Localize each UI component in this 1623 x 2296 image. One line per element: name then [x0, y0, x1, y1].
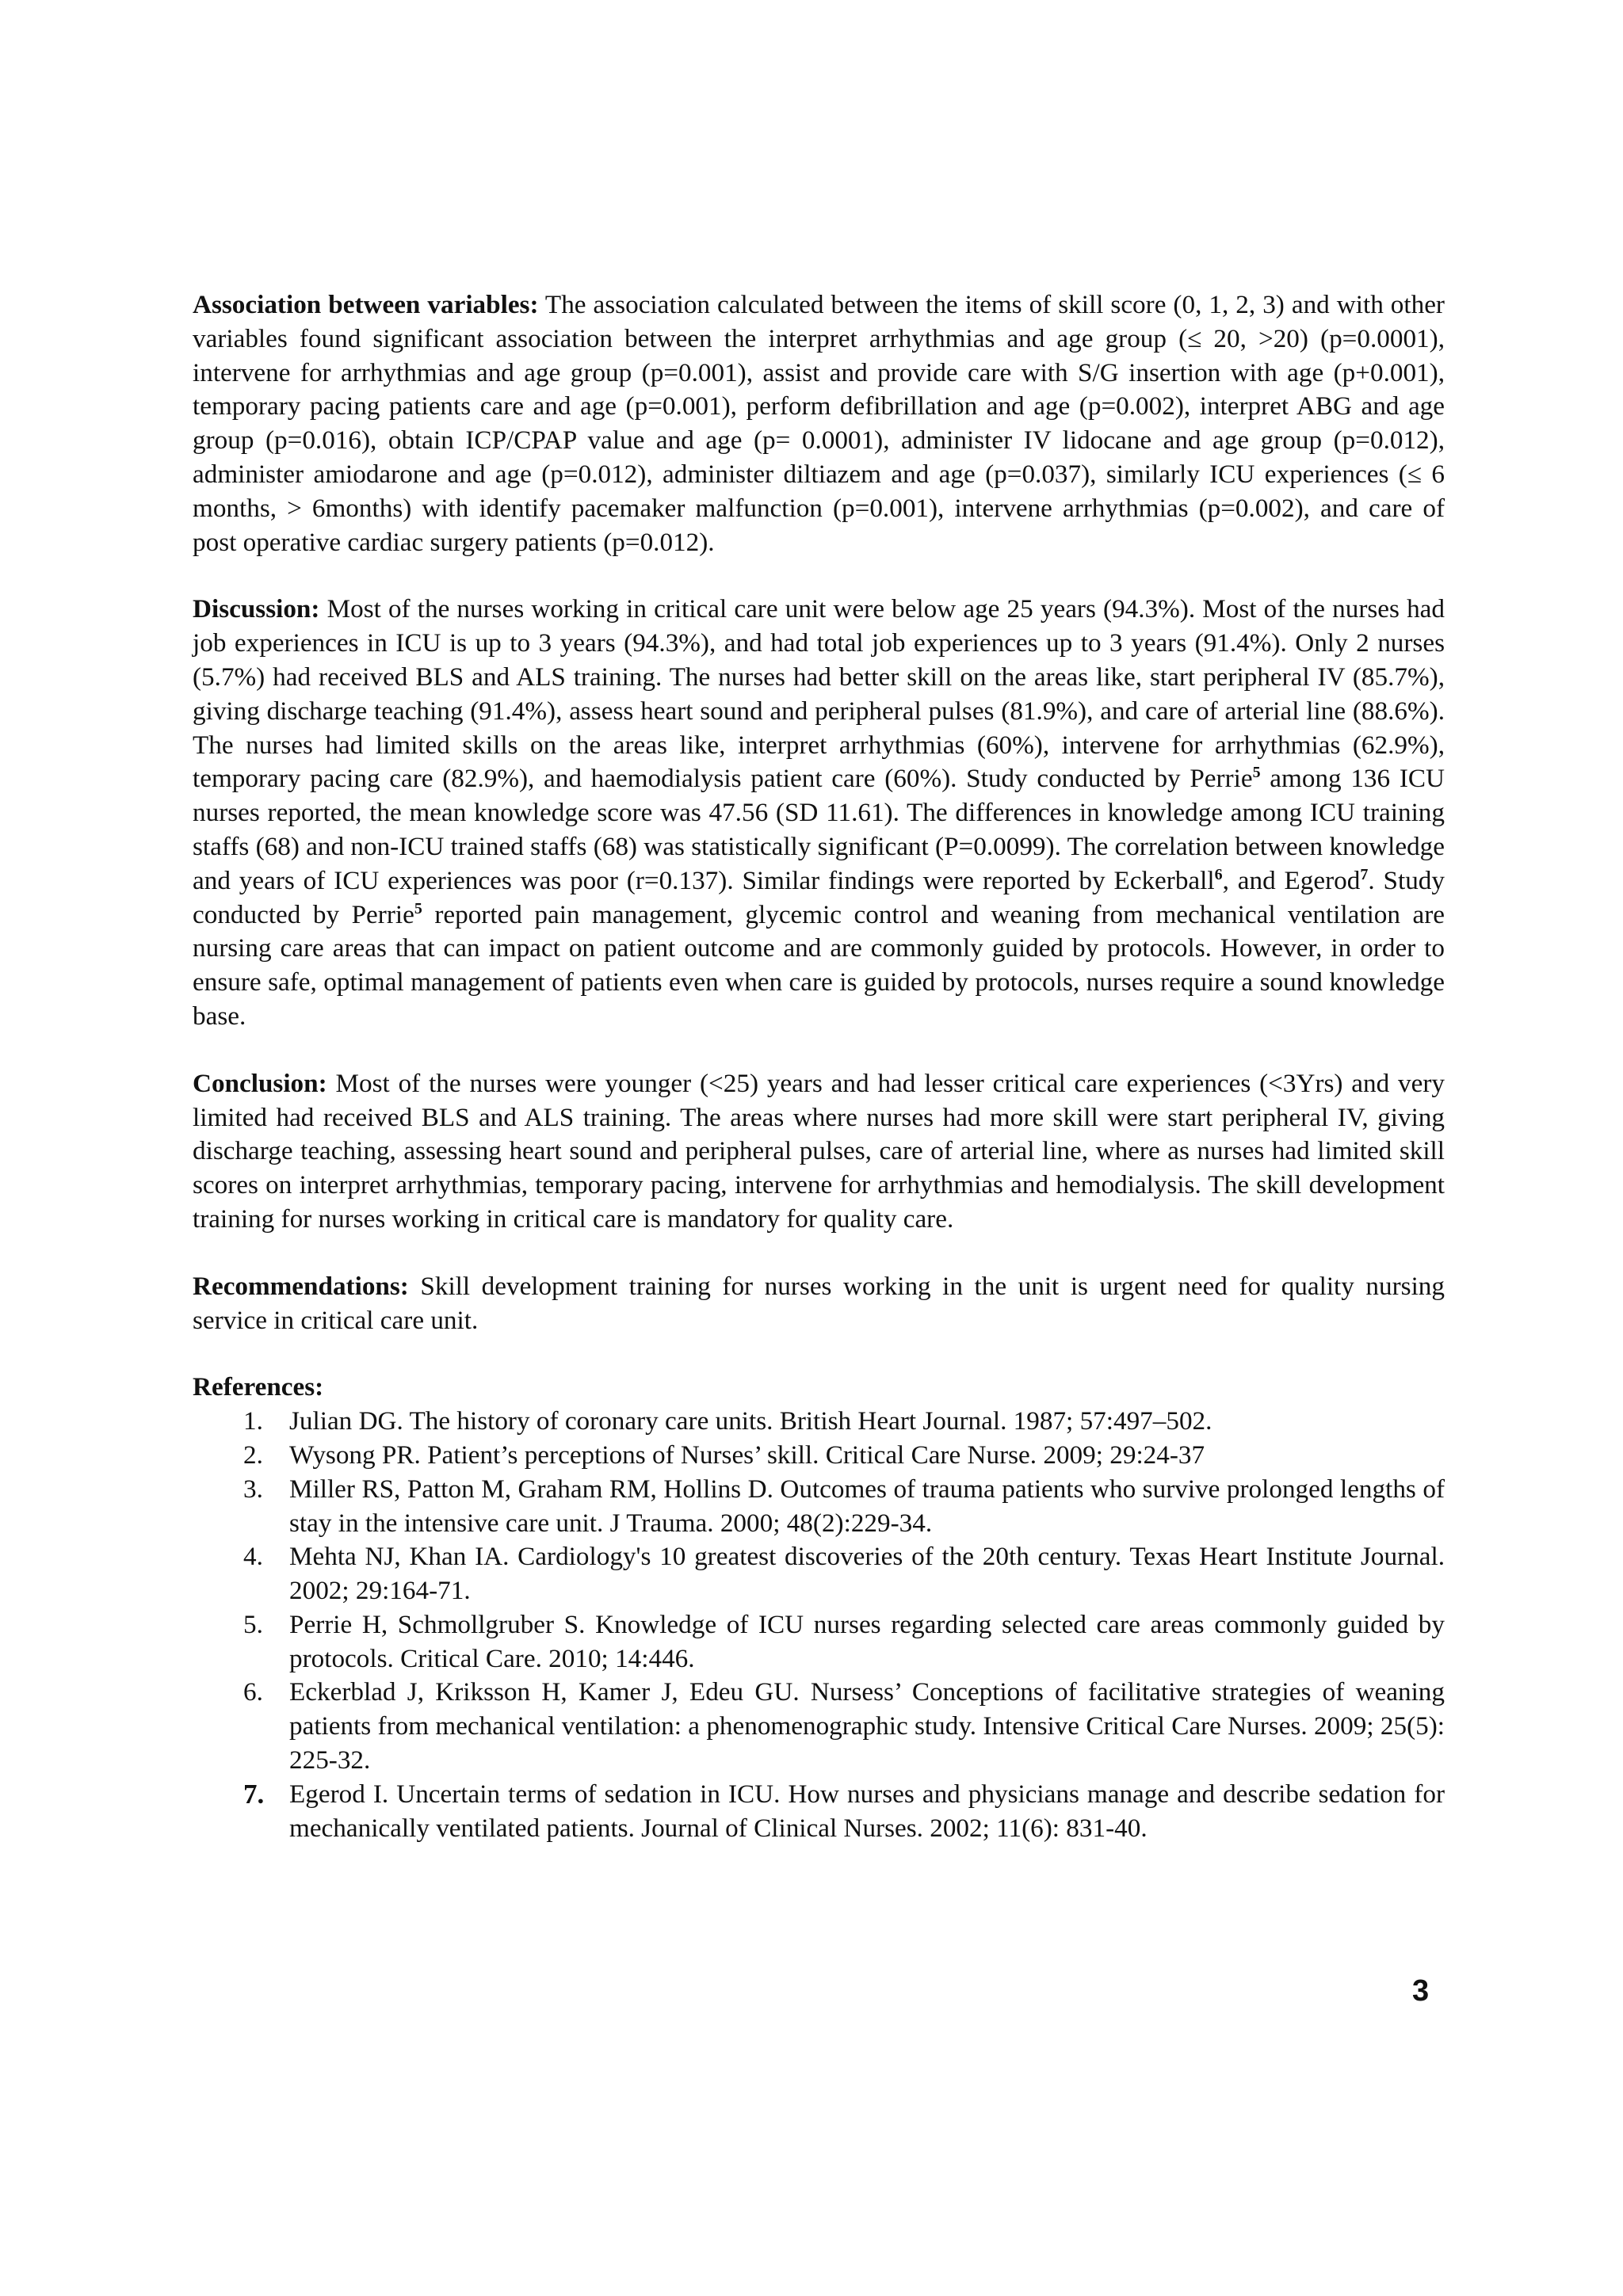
- recommendations-heading: Recommendations:: [193, 1271, 409, 1301]
- reference-number: 6.: [243, 1677, 263, 1707]
- association-heading: Association between variables:: [193, 290, 539, 319]
- conclusion-text: Most of the nurses were younger (<25) years and had lesser critical care experiences (<3Yrs) and very limited had received BLS and ALS training. The areas where nurses had more skill were start peripheral IV, giving discharge teaching, assessing heart sound and peripheral pulses, care of arterial line, where as nurses had limited skill scores on interpret arrhythmias, temporary pacing, intervene for arrhythmias and hemodialysis. The skill development training for nurses working in critical care is mandatory for quality care.: [193, 1068, 1445, 1234]
- reference-number: 2.: [243, 1440, 263, 1470]
- document-body: [193, 288, 1445, 1845]
- conclusion-paragraph: [193, 1067, 1445, 1237]
- reference-item: [193, 1439, 1445, 1473]
- reference-text: Eckerblad J, Kriksson H, Kamer J, Edeu GU. Nursess’ Conceptions of facilitative strategies of weaning patients from mechanical ventilation: a phenomenographic study. Intensive Critical Care Nurses. 2009; 25(5): 225-32.: [289, 1677, 1445, 1775]
- association-paragraph: [193, 288, 1445, 559]
- discussion-text-2: among 136 ICU nurses reported, the mean knowledge score was 47.56 (SD 11.61). The differences in knowledge among ICU training staffs (68) and non-ICU trained staffs (68) was statistically significant (P=0.0099). The correlation between knowledge and years of ICU experiences was poor (r=0.137). Similar findings were reported by Eckerball: [193, 764, 1445, 895]
- discussion-text-5: reported pain management, glycemic control and weaning from mechanical ventilation are nursing care areas that can impact on patient outcome and are commonly guided by protocols. However, in order to ensure safe, optimal management of patients even when care is guided by protocols, nurses require a sound knowledge base.: [193, 899, 1445, 1031]
- reference-number: 1.: [243, 1406, 263, 1436]
- reference-item: [193, 1676, 1445, 1777]
- discussion-text-4: . Study conducted by Perrie: [193, 865, 1445, 929]
- reference-text: Miller RS, Patton M, Graham RM, Hollins D. Outcomes of trauma patients who survive prolonged lengths of stay in the intensive care unit. J Trauma. 2000; 48(2):229-34.: [289, 1474, 1445, 1538]
- reference-text: Wysong PR. Patient’s perceptions of Nurses’ skill. Critical Care Nurse. 2009; 29:24-37: [289, 1440, 1205, 1470]
- reference-number: 7.: [243, 1778, 265, 1810]
- reference-item: [193, 1608, 1445, 1676]
- reference-item: [193, 1405, 1445, 1439]
- reference-text: Julian DG. The history of coronary care units. British Heart Journal. 1987; 57:497–502.: [289, 1406, 1212, 1436]
- discussion-text-3: , and Egerod: [1222, 865, 1361, 895]
- association-text: The association calculated between the items of skill score (0, 1, 2, 3) and with other variables found significant association between the interpret arrhythmias and age group (≤ 20, >20) (p=0.0001), intervene for arrhythmias and age group (p=0.001), assist and provide care with S/G insertion with age (p+0.001), temporary pacing patients care and age (p=0.001), perform defibrillation and age (p=0.002), interpret ABG and age group (p=0.016), obtain ICP/CPAP value and age (p= 0.0001), administer IV lidocane and age group (p=0.012), administer amiodarone and age (p=0.012), administer diltiazem and age (p=0.037), similarly ICU experiences (≤ 6 months, > 6months) with identify pacemaker malfunction (p=0.001), intervene arrhythmias (p=0.002), and care of post operative cardiac surgery patients (p=0.012).: [193, 290, 1445, 557]
- citation-superscript: 5: [1252, 764, 1261, 782]
- references-heading: References:: [193, 1372, 324, 1402]
- page-number: 3: [1412, 1974, 1430, 2008]
- citation-superscript: 6: [1214, 865, 1223, 883]
- recommendations-paragraph: [193, 1270, 1445, 1338]
- reference-number: 5.: [243, 1609, 263, 1639]
- reference-item: [193, 1778, 1445, 1846]
- discussion-heading: Discussion:: [193, 594, 320, 624]
- reference-number: 3.: [243, 1474, 263, 1504]
- reference-number: 4.: [243, 1542, 263, 1572]
- reference-text: Perrie H, Schmollgruber S. Knowledge of ICU nurses regarding selected care areas commonly guided by protocols. Critical Care. 2010; 14:446.: [289, 1609, 1445, 1673]
- discussion-paragraph: [193, 593, 1445, 1033]
- reference-item: [193, 1473, 1445, 1541]
- reference-text: Egerod I. Uncertain terms of sedation in ICU. How nurses and physicians manage and describe sedation for mechanically ventilated patients. Journal of Clinical Nurses. 2002; 11(6): 831-40.: [289, 1779, 1445, 1843]
- discussion-text-1: Most of the nurses working in critical care unit were below age 25 years (94.3%). Most of the nurses had job experiences in ICU is up to 3 years (94.3%), and had total job experiences up to 3 years (91.4%). Only 2 nurses (5.7%) had received BLS and ALS training. The nurses had better skill on the areas like, start peripheral IV (85.7%), giving discharge teaching (91.4%), assess heart sound and peripheral pulses (81.9%), and care of arterial line (88.6%). The nurses had limited skills on the areas like, interpret arrhythmias (60%), intervene for arrhythmias (62.9%), temporary pacing care (82.9%), and haemodialysis patient care (60%). Study conducted by Perrie: [193, 594, 1445, 794]
- conclusion-heading: Conclusion:: [193, 1068, 327, 1098]
- reference-text: Mehta NJ, Khan IA. Cardiology's 10 greatest discoveries of the 20th century. Texas Heart Institute Journal. 2002; 29:164-71.: [289, 1542, 1445, 1606]
- recommendations-text: Skill development training for nurses working in the unit is urgent need for quality nursing service in critical care unit.: [193, 1271, 1445, 1335]
- reference-item: [193, 1540, 1445, 1608]
- citation-superscript: 7: [1360, 865, 1369, 883]
- references-list: [193, 1405, 1445, 1845]
- citation-superscript: 5: [414, 899, 422, 917]
